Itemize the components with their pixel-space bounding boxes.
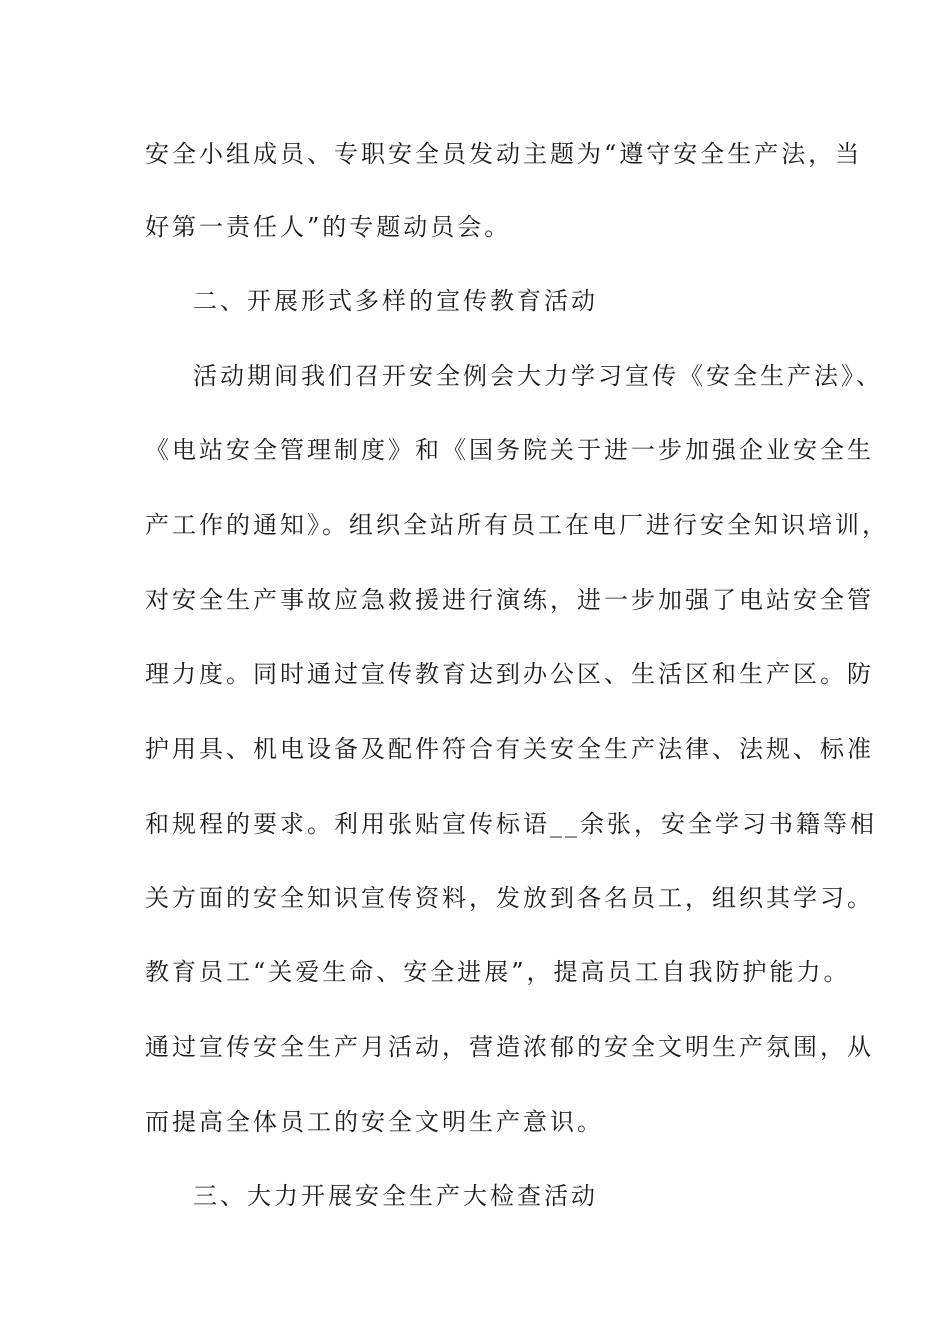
paragraph-first-line: 活动期间我们召开安全例会大力学习宣传《安全生产法》、: [193, 362, 883, 390]
body-text-line: 通过宣传安全生产月活动，营造浓郁的安全文明生产氛围，从: [145, 1033, 874, 1061]
body-text-line: 好第一责任人”的专题动员会。: [145, 213, 512, 241]
section-heading: 二、开展形式多样的宣传教育活动: [193, 287, 598, 315]
body-text-line: 理力度。同时通过宣传教育达到办公区、生活区和生产区。防: [145, 660, 874, 688]
body-text-line: 教育员工“关爱生命、安全进展”，提高员工自我防护能力。: [145, 958, 851, 986]
body-text-line: 护用具、机电设备及配件符合有关安全生产法律、法规、标准: [145, 735, 874, 763]
section-heading: 三、大力开展安全生产大检查活动: [193, 1182, 598, 1210]
body-text-line: 和规程的要求。利用张贴宣传标语__余张，安全学习书籍等相: [145, 810, 877, 838]
body-text-line: 产工作的通知》。组织全站所有员工在电厂进行安全知识培训，: [145, 511, 889, 539]
body-text-line: 对安全生产事故应急救援进行演练，进一步加强了电站安全管: [145, 586, 874, 614]
body-text-line: 《电站安全管理制度》和《国务院关于进一步加强企业安全生: [145, 436, 874, 464]
body-text-line: 关方面的安全知识宣传资料，发放到各名员工，组织其学习。: [145, 884, 874, 912]
body-text-line: 而提高全体员工的安全文明生产意识。: [145, 1108, 604, 1136]
body-text-line: 安全小组成员、专职安全员发动主题为“遵守安全生产法，当: [145, 140, 863, 168]
